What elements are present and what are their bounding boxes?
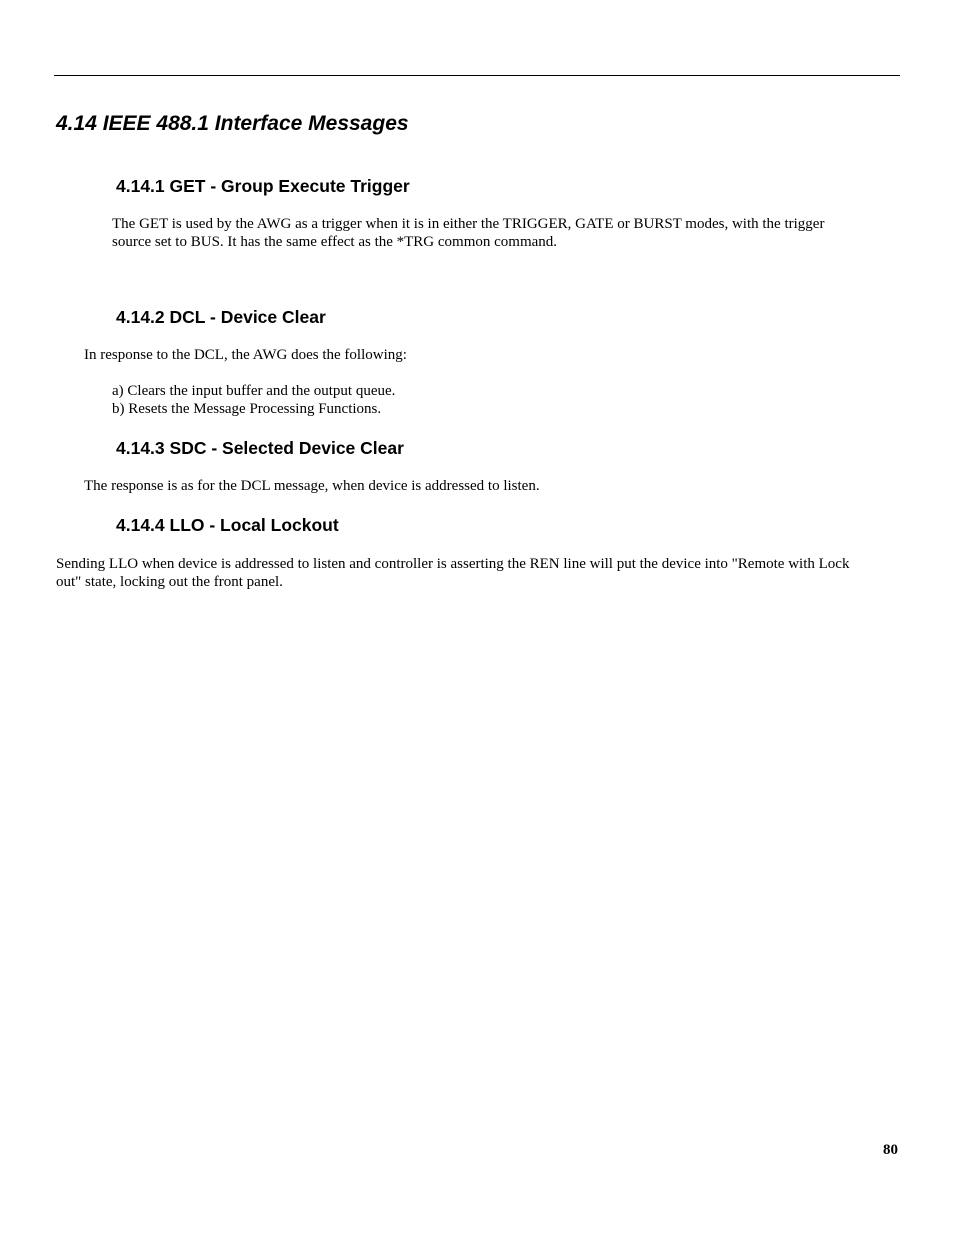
llo-description: [56, 555, 849, 591]
list-item: a) Clears the input buffer and the output queue.: [112, 383, 396, 399]
paragraph-line: The response is as for the DCL message, when device is addressed to listen.: [84, 478, 540, 494]
paragraph-line: In response to the DCL, the AWG does the following:: [84, 347, 407, 363]
subsection-heading-sdc: 4.14.3 SDC - Selected Device Clear: [116, 438, 404, 458]
subsection-heading-llo: 4.14.4 LLO - Local Lockout: [116, 515, 339, 535]
section-heading: 4.14 IEEE 488.1 Interface Messages: [56, 112, 409, 135]
sdc-description: [84, 477, 540, 495]
paragraph-line: Sending LLO when device is addressed to listen and controller is asserting the REN line will put the device into "Remote with Lock: [56, 556, 850, 572]
paragraph-line: source set to BUS. It has the same effect as the *TRG common command.: [112, 234, 558, 250]
get-description: [112, 215, 824, 251]
dcl-list: [112, 382, 395, 418]
list-item: b) Resets the Message Processing Functions.: [112, 401, 382, 417]
subsection-heading-get: 4.14.1 GET - Group Execute Trigger: [116, 176, 410, 196]
dcl-intro: [84, 346, 407, 364]
header-rule: [54, 75, 900, 76]
paragraph-line: The GET is used by the AWG as a trigger when it is in either the TRIGGER, GATE or BURST modes, with the trigger: [112, 216, 825, 232]
paragraph-line: out" state, locking out the front panel.: [56, 574, 283, 590]
subsection-heading-dcl: 4.14.2 DCL - Device Clear: [116, 307, 326, 327]
page-number: 80: [883, 1142, 898, 1158]
